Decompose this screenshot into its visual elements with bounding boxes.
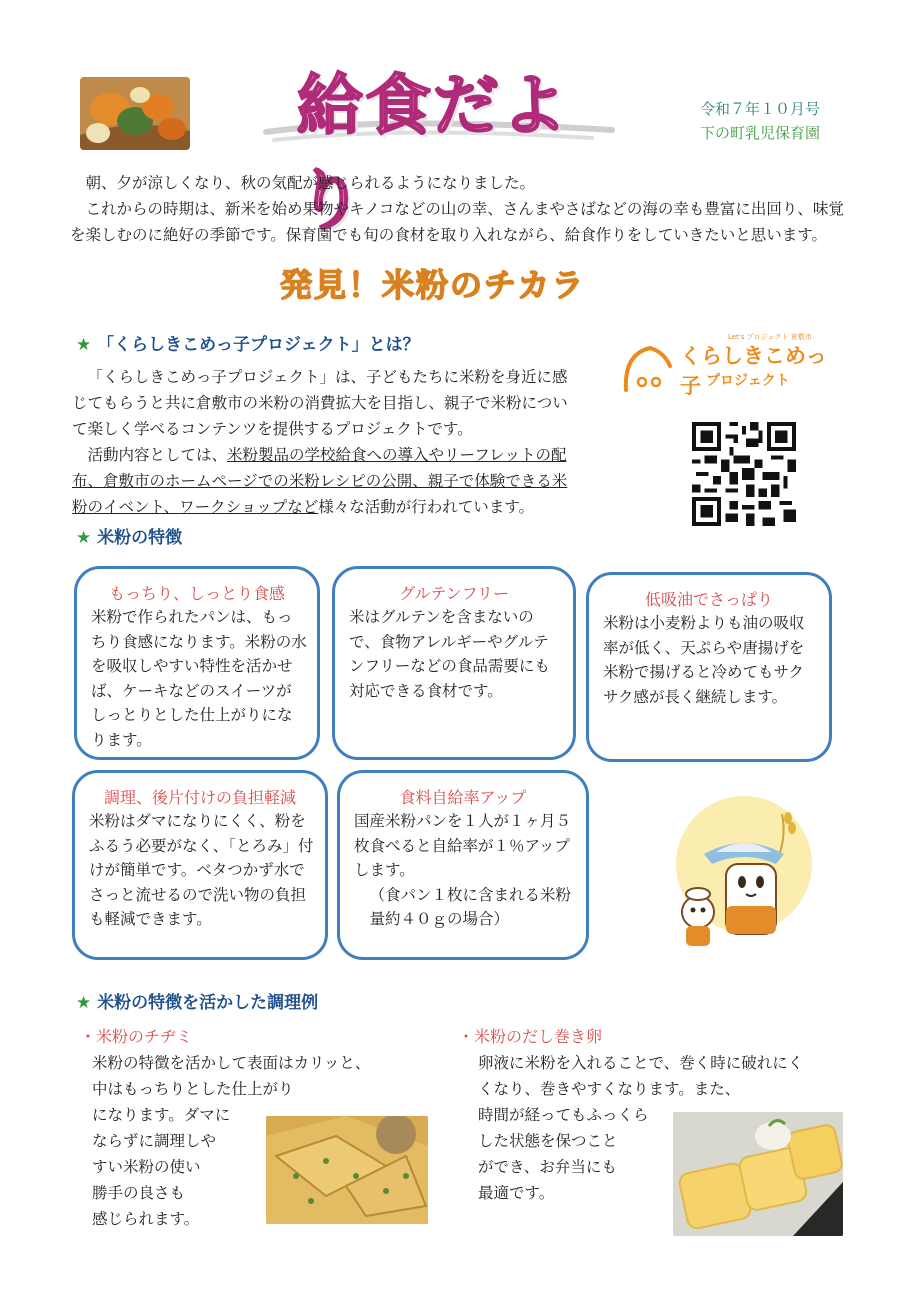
- recipe-line: した状態を保つこと: [478, 1132, 618, 1150]
- feature-title: 発見！米粉のチカラ: [280, 266, 586, 304]
- star-icon: ★: [76, 993, 92, 1013]
- feature-card: [332, 566, 576, 760]
- project-para-1: 「くらしきこめっ子プロジェクト」は、子どもたちに米粉を身近に感じてもらうと共に倉敷市の米粉の消費拡大を目指し、親子で米粉について楽しく学べるコンテンツを提供するプロジェクトです。: [72, 368, 568, 438]
- project-description: [72, 364, 582, 520]
- recipe-line: すい米粉の使い: [92, 1158, 201, 1176]
- recipes-heading: [76, 988, 318, 1013]
- organization-name: 下の町乳児保育園: [700, 124, 821, 142]
- card-title: 低吸油でさっぱり: [644, 590, 773, 609]
- dashimaki-photo: [673, 1112, 843, 1236]
- logo-title: くらしきこめっ子: [680, 344, 827, 398]
- recipes-heading-text: 米粉の特徴を活かした調理例: [97, 993, 319, 1013]
- card-title: グルテンフリー: [398, 584, 510, 603]
- feature-card: [586, 572, 832, 762]
- feature-card: [74, 566, 320, 760]
- pumpkin-illustration: [80, 77, 190, 150]
- project-para-2-underlined: 米粉製品の学校給食への導入やリーフレットの配布、倉敷市のホームページでの米粉レシピの公開、親子で体験できる米粉のイベント、ワークショップなど: [72, 446, 568, 516]
- card-body: [354, 809, 576, 932]
- features-heading-text: 米粉の特徴: [97, 528, 183, 548]
- recipe-line: 最適です。: [478, 1184, 555, 1202]
- recipe-title-dashimaki: ・米粉のだし巻き卵: [458, 1027, 603, 1046]
- feature-card: [337, 770, 589, 960]
- dashimaki-image: [673, 1112, 843, 1236]
- recipe-line: 感じられます。: [92, 1210, 200, 1228]
- rice-flour-mascot-illustration: [664, 794, 824, 954]
- project-para-2: [72, 442, 582, 520]
- project-para-2-start: 活動内容としては、: [87, 446, 228, 464]
- project-heading: [76, 330, 420, 355]
- recipe-title-chijimi: ・米粉のチヂミ: [80, 1027, 193, 1046]
- feature-card: [72, 770, 328, 960]
- card-body: 米はグルテンを含まないので、食物アレルギーやグルテンフリーなどの食品需要にも対応できる食材です。: [349, 608, 550, 700]
- card-body: 米粉は小麦粉よりも油の吸収率が低く、天ぷらや唐揚げを米粉で揚げると冷めてもサクサク感が長く継続します。: [603, 614, 805, 706]
- recipe-line: 勝手の良さも: [92, 1184, 186, 1202]
- newsletter-title: 給食だより: [297, 67, 569, 239]
- logo-small-text: Let's プロジェクト 倉敷市: [728, 333, 812, 341]
- project-heading-text: 「くらしきこめっ子プロジェクト」とは？: [97, 335, 420, 355]
- card-title: 調理、後片付けの負担軽減: [103, 788, 296, 807]
- logo-subtitle: プロジェクト: [706, 373, 790, 389]
- intro-text: [70, 170, 855, 248]
- qr-code[interactable]: [692, 422, 796, 526]
- features-heading: [76, 523, 182, 548]
- recipe-line: 米粉の特徴を活かして表面はカリッと、: [92, 1054, 371, 1072]
- recipe-line: 卵液に米粉を入れることで、巻く時に破れにく: [478, 1054, 804, 1072]
- recipe-line: ならずに調理しや: [92, 1132, 217, 1150]
- recipe-line: くなり、巻きやすくなります。また、: [478, 1080, 741, 1098]
- card-body-text: 国産米粉パンを１人が１ヶ月５枚食べると自給率が１％アップします。: [354, 812, 572, 879]
- chijimi-photo: [266, 1116, 428, 1224]
- recipe-line: ができ、お弁当にも: [478, 1158, 617, 1176]
- card-body-note: （食パン１枚に含まれる米粉量約４０ｇの場合）: [369, 885, 572, 928]
- pumpkin-photo: [80, 77, 190, 150]
- star-icon: ★: [76, 528, 92, 548]
- project-para-2-end: 様々な活動が行われています。: [318, 498, 535, 516]
- card-title: 食料自給率アップ: [399, 788, 527, 807]
- card-body: 米粉はダマになりにくく、粉をふるう必要がなく、「とろみ」付けが簡単です。ベタつかず水でさっと流せるので洗い物の負担も軽減できます。: [89, 812, 314, 928]
- kome-project-logo: [620, 326, 840, 406]
- card-title: もっちり、しっとり食感: [108, 584, 285, 603]
- intro-line-2: これからの時期は、新米を始め果物やキノコなどの山の幸、さんまやさばなどの海の幸も豊富に出回り、味覚を楽しむのに絶好の季節です。保育園でも旬の食材を取り入れながら、給食作りをしていきたいと思います。: [70, 200, 844, 244]
- issue-date: 令和７年１０月号: [700, 100, 821, 118]
- intro-line-1: 朝、夕が涼しくなり、秋の気配が感じられるようになりました。: [85, 174, 536, 192]
- recipe-line: になります。ダマに: [92, 1106, 231, 1124]
- recipe-line: 中はもっちりとした仕上がり: [92, 1080, 294, 1098]
- rice-ball-logo-icon: [620, 340, 680, 400]
- chijimi-image: [266, 1116, 428, 1224]
- card-body: 米粉で作られたパンは、もっちり食感になります。米粉の水を吸収しやすい特性を活かせば、ケーキなどのスイーツがしっとりとした仕上がりになります。: [91, 608, 307, 749]
- star-icon: ★: [76, 335, 92, 355]
- recipe-line: 時間が経ってもふっくら: [478, 1106, 649, 1124]
